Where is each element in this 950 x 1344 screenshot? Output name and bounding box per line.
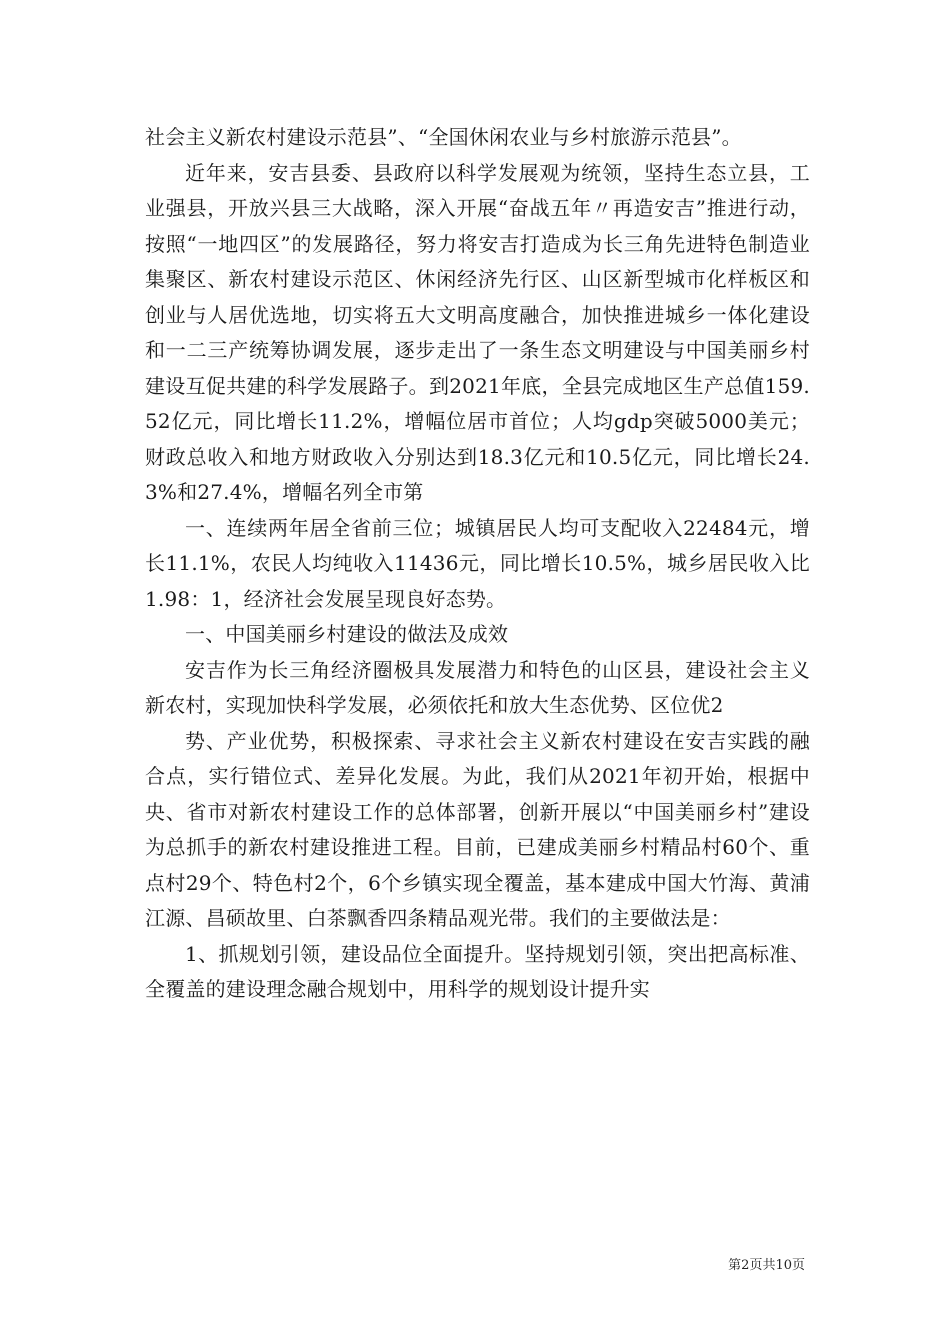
page-number: 第2页共10页	[728, 1258, 805, 1273]
paragraph-5: 安吉作为长三角经济圈极具发展潜力和特色的山区县，建设社会主义新农村，实现加快科学发展，必须依托和放大生态优势、区位优2	[145, 657, 810, 717]
paragraph-7: 1、抓规划引领，建设品位全面提升。坚持规划引领，突出把高标准、全覆盖的建设理念融合规划中，用科学的规划设计提升实	[145, 941, 810, 1001]
paragraph-2: 近年来，安吉县委、县政府以科学发展观为统领，坚持生态立县，工业强县，开放兴县三大战略，深入开展“奋战五年〃再造安吉”推进行动，按照“一地四区”的发展路径，努力将安吉打造成为长三角先进特色制造业集聚区、新农村建设示范区、休闲经济先行区、山区新型城市化样板区和创业与人居优选地，切实将五大文明高度融合，加快推进城乡一体化建设和一二三产统筹协调发展，逐步走出了一条生态文明建设与中国美丽乡村建设互促共建的科学发展路子。到2021年底，全县完成地区生产总值159.52亿元，同比增长11.2%，增幅位居市首位；人均gdp突破5000美元；财政总收入和地方财政收入分别达到18.3亿元和10.5亿元，同比增长24.3%和27.4%，增幅名列全市第	[145, 160, 810, 504]
paragraph-6: 势、产业优势，积极探索、寻求社会主义新农村建设在安吉实践的融合点，实行错位式、差异化发展。为此，我们从2021年初开始，根据中央、省市对新农村建设工作的总体部署，创新开展以“中国美丽乡村”建设为总抓手的新农村建设推进工程。目前，已建成美丽乡村精品村60个、重点村29个、特色村2个，6个乡镇实现全覆盖，基本建成中国大竹海、黄浦江源、昌硕故里、白茶飘香四条精品观光带。我们的主要做法是：	[145, 728, 810, 930]
paragraph-1: 社会主义新农村建设示范县”、“全国休闲农业与乡村旅游示范县”。	[145, 125, 742, 149]
document-body	[145, 120, 810, 1008]
section-heading: 一、中国美丽乡村建设的做法及成效	[185, 622, 509, 646]
paragraph-3: 一、连续两年居全省前三位；城镇居民人均可支配收入22484元，增长11.1%，农民人均纯收入11436元，同比增长10.5%，城乡居民收入比1.98：1，经济社会发展呈现良好态势。	[145, 515, 810, 611]
